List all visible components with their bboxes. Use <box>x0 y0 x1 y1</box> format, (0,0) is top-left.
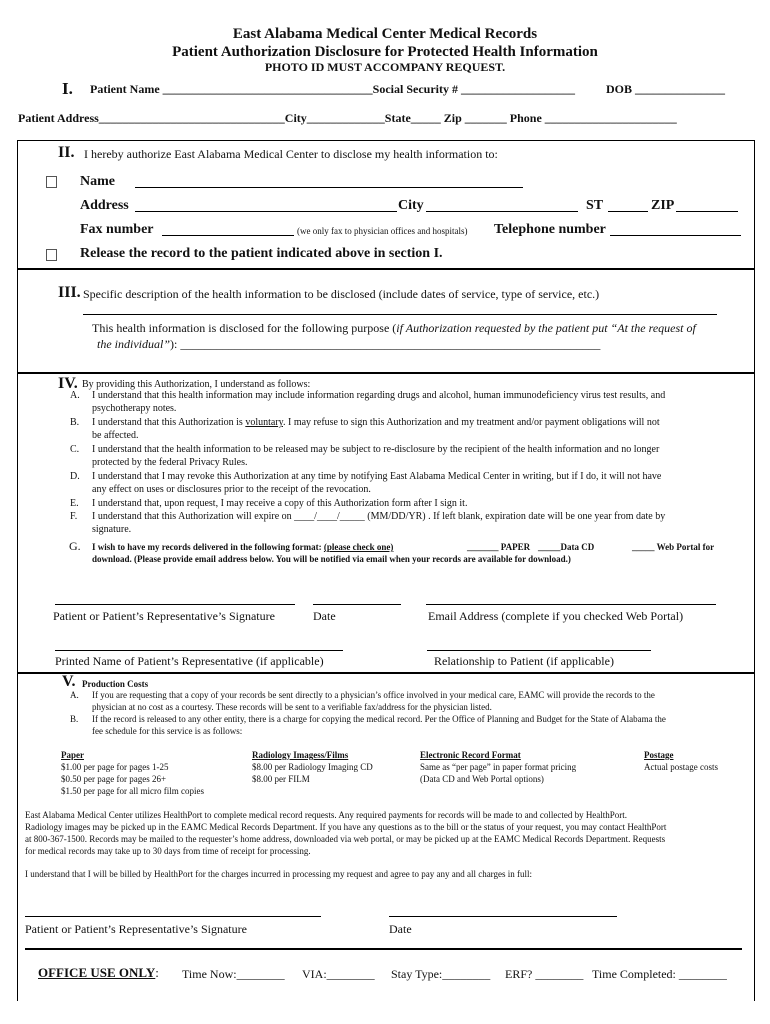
delivery-format-lead: I wish to have my records delivered in the following format: <box>92 542 324 552</box>
item-letter: B. <box>70 417 80 428</box>
understand-intro: By providing this Authorization, I understand as follows: <box>82 379 311 390</box>
healthport-note-line: East Alabama Medical Center utilizes HealthPort to complete medical record requests. Any required payments for records will be made to and collected by HealthPort. <box>25 810 628 820</box>
item-text-line1: I understand that I may revoke this Authorization at any time by notifying East Alabama Medical Center in writing, but if I do, it will not have <box>92 471 662 482</box>
purpose-italic-end: the individual” <box>97 337 170 351</box>
release-to-patient-checkbox[interactable] <box>46 249 57 261</box>
purpose-lead: This health information is disclosed for the following purpose ( <box>92 321 397 335</box>
healthport-note-line: at 800-367-1500. Records may be mailed to the requester’s home address, downloaded via web portal, or may be picked up at the EAMC Medical Records Department. Requests <box>25 834 666 844</box>
erf-field[interactable]: ERF? ________ <box>505 967 584 981</box>
recipient-st-label: ST <box>586 198 604 213</box>
item-letter: C. <box>70 444 80 455</box>
item-text-part: I understand that this Authorization is <box>92 417 246 428</box>
fee-postage-heading: Postage <box>644 750 674 760</box>
purpose-text-line1 <box>92 321 696 336</box>
item-letter: F. <box>70 511 78 522</box>
date-line-2[interactable] <box>389 916 617 917</box>
recipient-zip-line[interactable] <box>676 211 738 212</box>
item-text-line2: any effect on uses or disclosures prior to the receipt of the revocation. <box>92 484 371 495</box>
relationship-label: Relationship to Patient (if applicable) <box>434 654 614 668</box>
production-costs-title: Production Costs <box>82 679 149 689</box>
email-label: Email Address (complete if you checked Web Portal) <box>428 609 684 623</box>
time-completed-field[interactable]: Time Completed: ________ <box>592 967 727 981</box>
physician-courtesy-line2: physician at no cost as a courtesy. These records will be sent to a verifiable fax/address for the physician listed. <box>92 702 492 712</box>
recipient-address-label: Address <box>80 198 129 213</box>
printed-name-line[interactable] <box>55 650 343 651</box>
item-text-line1: I understand that the health information to be released may be subject to re-disclosure by the recipient of the health information and no longer <box>92 444 660 455</box>
item-text-line2: signature. <box>92 524 132 535</box>
fee-schedule-line2: fee schedule for this service is as follows: <box>92 726 243 736</box>
section-3-numeral: III. <box>58 284 81 301</box>
date-label-1: Date <box>313 609 336 623</box>
fee-paper-line: $1.50 per page for all micro film copies <box>61 786 204 796</box>
office-use-row <box>38 965 159 981</box>
date-line-1[interactable] <box>313 604 401 605</box>
item-text-line1: I understand that, upon request, I may receive a copy of this Authorization form after I sign it. <box>92 498 468 509</box>
telephone-number-line[interactable] <box>610 235 741 236</box>
healthport-note-line: for medical records may take up to 30 days from time of receipt for processing. <box>25 846 311 856</box>
section-5-numeral: V. <box>62 673 76 690</box>
signature-label-2: Patient or Patient’s Representative’s Signature <box>25 922 247 936</box>
fee-radiology-line: $8.00 per FILM <box>252 774 310 784</box>
office-use-label: OFFICE USE ONLY <box>38 965 156 980</box>
health-info-description-line[interactable] <box>83 314 717 315</box>
office-use-colon: : <box>155 965 159 980</box>
item-text-part: . I may refuse to sign this Authorization and my treatment and/or payment obligations will not <box>283 417 660 428</box>
fee-paper-line: $1.00 per page for pages 1-25 <box>61 762 169 772</box>
purpose-text-line2[interactable] <box>97 337 600 352</box>
item-letter: A. <box>70 390 80 401</box>
section-1-numeral: I. <box>62 79 73 98</box>
healthport-note-line: Radiology images may be picked up in the EAMC Medical Records Department. If you have any questions as to the bill or the status of your request, you may contact HealthPort <box>25 822 667 832</box>
printed-name-label: Printed Name of Patient’s Representative (if applicable) <box>55 654 324 668</box>
health-info-description-label: Specific description of the health information to be disclosed (include dates of service, type of service, etc.) <box>83 287 600 301</box>
billing-agreement: I understand that I will be billed by HealthPort for the charges incurred in processing my request and agree to pay any and all charges in full: <box>25 869 533 879</box>
please-check-one: (please check one) <box>323 542 394 552</box>
paper-option[interactable]: _______ PAPER <box>467 542 531 552</box>
form-title: East Alabama Medical Center Medical Records <box>232 26 538 42</box>
patient-address-line[interactable]: Patient Address_______________________________City_____________State_____ Zip _______ Phone ______________________ <box>18 111 677 125</box>
relationship-line[interactable] <box>427 650 651 651</box>
fax-number-label: Fax number <box>80 222 154 237</box>
fee-postage-line: Actual postage costs <box>644 762 718 772</box>
fee-electronic-line: (Data CD and Web Portal options) <box>420 774 544 784</box>
purpose-line: ): ______________________________________________________________________ <box>170 337 601 351</box>
recipient-st-line[interactable] <box>608 211 648 212</box>
recipient-city-line[interactable] <box>426 211 578 212</box>
telephone-number-label: Telephone number <box>494 222 606 237</box>
signature-line-1[interactable] <box>55 604 295 605</box>
recipient-address-line[interactable] <box>135 211 397 212</box>
section-2-numeral: II. <box>58 144 75 161</box>
via-field[interactable]: VIA:________ <box>302 967 375 981</box>
signature-line-2[interactable] <box>25 916 321 917</box>
fee-schedule-line1: If the record is released to any other entity, there is a charge for copying the medical record. Per the Office of Planning and Budget for the State of Alabama the <box>92 714 666 724</box>
photo-id-notice: PHOTO ID MUST ACCOMPANY REQUEST. <box>264 60 506 74</box>
fee-radiology-heading: Radiology Imagess/Films <box>252 750 349 760</box>
item-letter: D. <box>70 471 80 482</box>
recipient-city-label: City <box>398 198 424 213</box>
item-text-line2: be affected. <box>92 430 139 441</box>
item-text-line2: psychotherapy notes. <box>92 403 177 414</box>
recipient-name-label: Name <box>80 174 115 189</box>
purpose-italic-note: if Authorization requested by the patient put “At the request of <box>396 321 696 335</box>
item-text-line1: I understand that this Authorization will expire on ____/____/_____ (MM/DD/YR) . If left blank, expiration date will be one year from date by <box>92 511 666 522</box>
delivery-format-text <box>92 542 393 552</box>
item-g-letter: G. <box>69 539 81 553</box>
delivery-format-note: download. (Please provide email address below. You will be notified via email when your records are available for download.) <box>92 554 571 564</box>
release-to-patient-text: Release the record to the patient indicated above in section I. <box>80 246 443 261</box>
recipient-checkbox[interactable] <box>46 176 57 188</box>
item-text-line2: protected by the federal Privacy Rules. <box>92 457 248 468</box>
item-a-letter-v: A. <box>70 690 79 700</box>
item-letter: E. <box>70 498 79 509</box>
form-subtitle: Patient Authorization Disclosure for Protected Health Information <box>172 44 598 60</box>
voluntary-word: voluntary <box>245 417 283 428</box>
fee-paper-line: $0.50 per page for pages 26+ <box>61 774 167 784</box>
email-line[interactable] <box>426 604 716 605</box>
physician-courtesy-line1: If you are requesting that a copy of your records be sent directly to a physician’s office involved in your medical care, EAMC will provide the records to the <box>92 690 655 700</box>
fee-electronic-line: Same as “per page” in paper format pricing <box>420 762 577 772</box>
dob-field[interactable]: DOB _______________ <box>606 82 726 96</box>
time-now-field[interactable]: Time Now:________ <box>182 967 285 981</box>
fee-electronic-heading: Electronic Record Format <box>420 750 521 760</box>
date-label-2: Date <box>389 922 412 936</box>
authorize-intro: I hereby authorize East Alabama Medical Center to disclose my health information to: <box>84 147 498 161</box>
item-b-letter-v: B. <box>70 714 79 724</box>
fee-radiology-line: $8.00 per Radiology Imaging CD <box>252 762 373 772</box>
stay-type-field[interactable]: Stay Type:________ <box>391 967 491 981</box>
office-use-divider <box>25 948 742 950</box>
fax-number-line[interactable] <box>162 235 294 236</box>
signature-label-1: Patient or Patient’s Representative’s Signature <box>53 609 275 623</box>
recipient-zip-label: ZIP <box>651 198 675 213</box>
item-text-line1 <box>92 417 660 428</box>
web-portal-option[interactable]: _____ Web Portal for <box>632 542 715 552</box>
item-text-line1: I understand that this health information may include information regarding drugs and alcohol, human immunodeficiency virus test results, and <box>92 390 666 401</box>
fax-note: (we only fax to physician offices and hospitals) <box>297 226 468 236</box>
patient-name-ssn-field[interactable]: Patient Name ___________________________________Social Security # ___________________ <box>90 82 575 96</box>
section-4-numeral: IV. <box>58 375 78 392</box>
fee-paper-heading: Paper <box>61 750 84 760</box>
data-cd-option[interactable]: _____Data CD <box>538 542 595 552</box>
recipient-name-line[interactable] <box>135 187 523 188</box>
